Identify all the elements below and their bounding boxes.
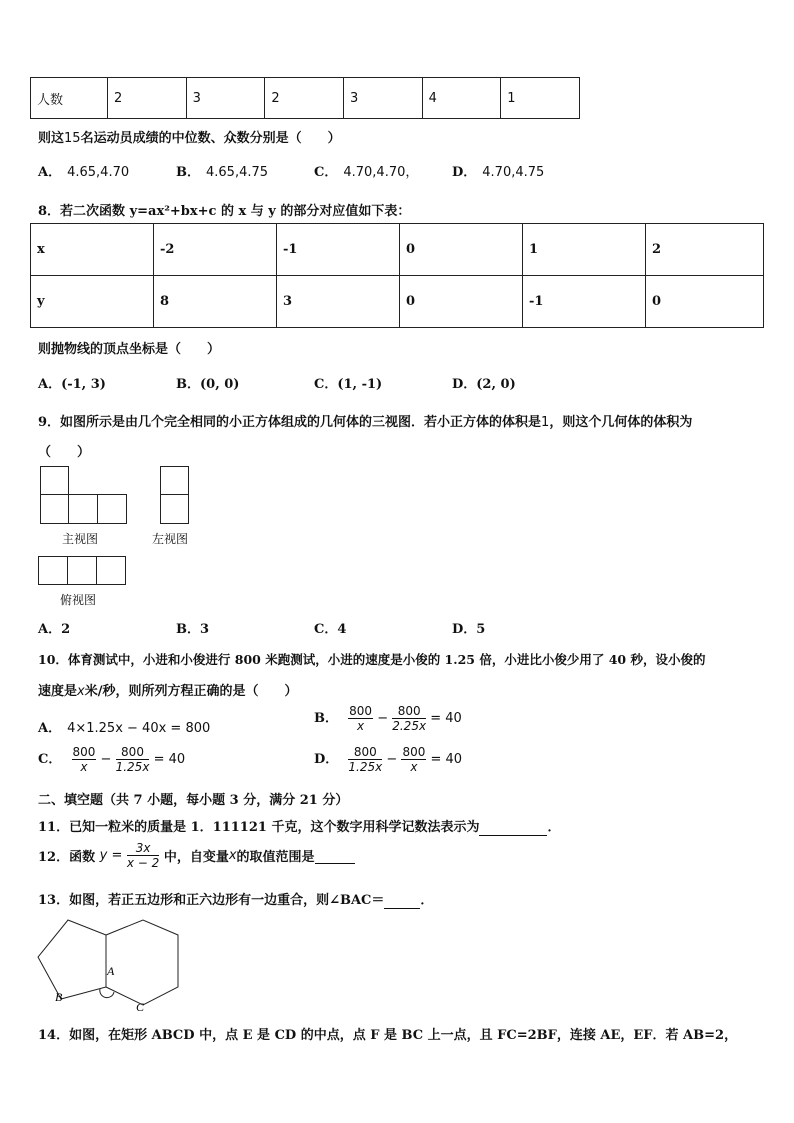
point-label-b: B <box>55 990 63 1004</box>
table-cell: 3 <box>186 78 265 119</box>
option-letter: B． <box>176 622 200 637</box>
table-cell: 8 <box>154 276 277 328</box>
q11-end: ． <box>547 820 561 835</box>
q7-prefix: 则这 <box>38 131 65 146</box>
q7-option-a[interactable] <box>38 161 129 180</box>
q7-option-c[interactable] <box>314 161 418 180</box>
option-letter: C． <box>314 622 338 637</box>
fraction-denominator: x <box>410 760 418 774</box>
table-cell: 2 <box>108 78 187 119</box>
option-letter: D． <box>452 622 477 637</box>
q9-stem-b: ，则这个几何体的体积为 <box>549 415 693 430</box>
q7-num: 15 <box>64 131 81 146</box>
table-cell: 2 <box>265 78 344 119</box>
q10-option-d[interactable] <box>314 745 462 774</box>
view-square <box>97 494 127 524</box>
option-text: (-1, 3) <box>61 377 106 392</box>
q10-option-a[interactable] <box>38 717 210 736</box>
option-letter: A． <box>38 377 62 392</box>
table-row <box>31 78 580 119</box>
table-cell-label: y <box>31 276 154 328</box>
table-cell: 2 <box>646 224 764 276</box>
fraction-denominator: 2.25x <box>392 719 427 733</box>
q9-option-a[interactable] <box>38 618 70 637</box>
table-cell: 0 <box>400 276 523 328</box>
q11-text: 11．已知一粒米的质量是 1．111121 千克，这个数字用科学记数法表示为 <box>38 820 480 835</box>
table-row <box>31 276 764 328</box>
q8-option-a[interactable] <box>38 373 106 392</box>
point-label-a: A <box>107 964 115 978</box>
q13-end: ． <box>420 893 434 908</box>
option-text: (1, -1) <box>337 377 383 392</box>
q8-option-d[interactable] <box>452 373 516 392</box>
answer-blank[interactable] <box>315 848 355 864</box>
q7-option-d[interactable] <box>452 161 544 180</box>
q10-stem-b: 米/秒，则所列方程正确的是（ ） <box>84 684 298 699</box>
fraction-denominator: x − 2 <box>126 856 160 870</box>
q12-suffix: 的取值范围是 <box>236 850 315 865</box>
q9-stem-a: 9．如图所示是由几个完全相同的小正方体组成的几何体的三视图．若小正方体的体积是 <box>38 415 542 430</box>
q11-stem <box>38 816 560 836</box>
equation-rhs: = 40 <box>430 752 463 767</box>
answer-blank[interactable] <box>479 820 547 836</box>
fraction <box>392 704 426 733</box>
fraction-denominator: 1.25x <box>348 760 383 774</box>
view-square <box>67 556 97 585</box>
option-text: 3 <box>200 622 210 637</box>
view-square <box>38 556 68 585</box>
table-cell-label: x <box>31 224 154 276</box>
fraction-numerator: 3x <box>127 841 159 856</box>
option-letter: D． <box>452 165 477 180</box>
q8-question: 则抛物线的顶点坐标是（ ） <box>38 342 221 357</box>
fraction-numerator: 800 <box>72 745 96 759</box>
q7-option-b[interactable] <box>176 161 268 180</box>
view-square <box>40 494 69 524</box>
option-letter: B． <box>176 377 200 392</box>
fraction <box>348 704 373 733</box>
operator: − <box>100 752 112 767</box>
table-cell: 3 <box>277 276 400 328</box>
option-letter: A． <box>38 721 62 736</box>
q10-option-c[interactable] <box>38 745 185 774</box>
option-text: (0, 0) <box>200 377 240 392</box>
q9-stem-num: 1 <box>541 415 550 430</box>
q8-option-c[interactable] <box>314 373 382 392</box>
fraction <box>401 745 426 774</box>
q14-stem: 14．如图，在矩形 ABCD 中，点 E 是 CD 的中点，点 F 是 BC 上一点，且 FC=2BF，连接 AE，EF．若 AB=2， <box>38 1028 738 1043</box>
fraction-denominator: x <box>80 760 88 774</box>
table-cell: 3 <box>343 78 422 119</box>
q9-option-d[interactable] <box>452 618 485 637</box>
q9-paren: （ ） <box>38 445 91 460</box>
q12-prefix: 12．函数 <box>38 850 96 865</box>
table-cell: -1 <box>523 276 646 328</box>
table-cell: 0 <box>400 224 523 276</box>
fraction-denominator: x <box>357 719 365 733</box>
fraction <box>127 841 159 870</box>
view-square <box>96 556 126 585</box>
option-letter: D． <box>452 377 477 392</box>
option-text: 4 <box>337 622 347 637</box>
q13-text: 13．如图，若正五边形和正六边形有一边重合，则∠BAC＝ <box>38 893 385 908</box>
fraction-denominator: 1.25x <box>115 760 150 774</box>
pentagon-shape <box>38 920 106 999</box>
table-cell: -2 <box>154 224 277 276</box>
option-letter: C． <box>38 752 62 767</box>
q9-option-b[interactable] <box>176 618 209 637</box>
option-text: 4.70,4.75 <box>482 165 545 180</box>
q10-stem-line2 <box>38 680 297 699</box>
top-view-caption: 俯视图 <box>60 593 97 607</box>
table-cell-label: 人数 <box>31 78 108 119</box>
view-square <box>160 466 189 495</box>
q7-suffix: 名运动员成绩的中位数、众数分别是（ ） <box>80 131 341 146</box>
option-text: 4.65,4.75 <box>206 165 269 180</box>
view-square <box>68 494 98 524</box>
section-heading: 二、填空题（共 7 小题，每小题 3 分，满分 21 分） <box>38 793 349 808</box>
option-expr: 4×1.25x − 40x = 800 <box>67 721 211 736</box>
point-label-c: C <box>136 1000 145 1014</box>
view-square <box>40 466 69 495</box>
q13-stem <box>38 889 433 909</box>
q12-var: x <box>228 848 237 863</box>
fraction-numerator: 800 <box>348 745 382 760</box>
option-text: (2, 0) <box>476 377 516 392</box>
q8-stem: 8．若二次函数 y=ax²+bx+c 的 x 与 y 的部分对应值如下表： <box>38 204 411 219</box>
fraction-numerator: 800 <box>392 704 426 719</box>
front-view-caption: 主视图 <box>62 532 99 546</box>
fraction-numerator: 800 <box>349 704 373 718</box>
table-cell: 0 <box>646 276 764 328</box>
fraction <box>116 745 150 774</box>
q13-polygon-figure <box>30 915 190 1020</box>
option-letter: D． <box>314 752 339 767</box>
score-count-table <box>30 77 580 119</box>
q10-var: x <box>77 684 85 699</box>
equation-rhs: = 40 <box>430 711 462 726</box>
option-letter: B． <box>176 165 200 180</box>
q9-stem <box>38 411 692 430</box>
option-letter: C． <box>314 165 338 180</box>
fraction <box>72 745 97 774</box>
option-text: 2 <box>61 622 71 637</box>
q8-value-table <box>30 223 764 328</box>
q10-stem-line1: 10．体育测试中，小进和小俊进行 800 米跑测试，小进的速度是小俊的 1.25 倍，小进比小俊少用了 40 秒，设小俊的 <box>38 652 706 667</box>
view-square <box>160 494 189 524</box>
option-text: 5 <box>476 622 486 637</box>
q9-option-c[interactable] <box>314 618 346 637</box>
q7-stem <box>38 127 341 146</box>
table-cell: 4 <box>422 78 501 119</box>
answer-blank[interactable] <box>384 893 420 909</box>
operator: − <box>386 752 398 767</box>
operator: − <box>377 711 389 726</box>
left-view-caption: 左视图 <box>152 532 189 546</box>
option-letter: A． <box>38 622 62 637</box>
fraction <box>348 745 382 774</box>
q8-option-b[interactable] <box>176 373 239 392</box>
table-cell: 1 <box>501 78 580 119</box>
option-letter: C． <box>314 377 338 392</box>
option-letter: A． <box>38 165 62 180</box>
q12-y: y = <box>99 848 123 863</box>
hexagon-shape <box>106 920 178 1005</box>
option-text: 4.70,4.70， <box>343 165 419 180</box>
fraction-numerator: 800 <box>402 745 426 759</box>
table-cell: -1 <box>277 224 400 276</box>
option-text: 4.65,4.70 <box>67 165 130 180</box>
q12-middle: 中，自变量 <box>163 850 229 865</box>
q10-stem-a: 速度是 <box>38 684 78 699</box>
q10-option-b[interactable] <box>314 704 462 733</box>
fraction-numerator: 800 <box>116 745 150 760</box>
equation-rhs: = 40 <box>153 752 186 767</box>
q12-stem <box>38 841 355 870</box>
option-letter: B． <box>314 711 338 726</box>
table-cell: 1 <box>523 224 646 276</box>
table-row <box>31 224 764 276</box>
